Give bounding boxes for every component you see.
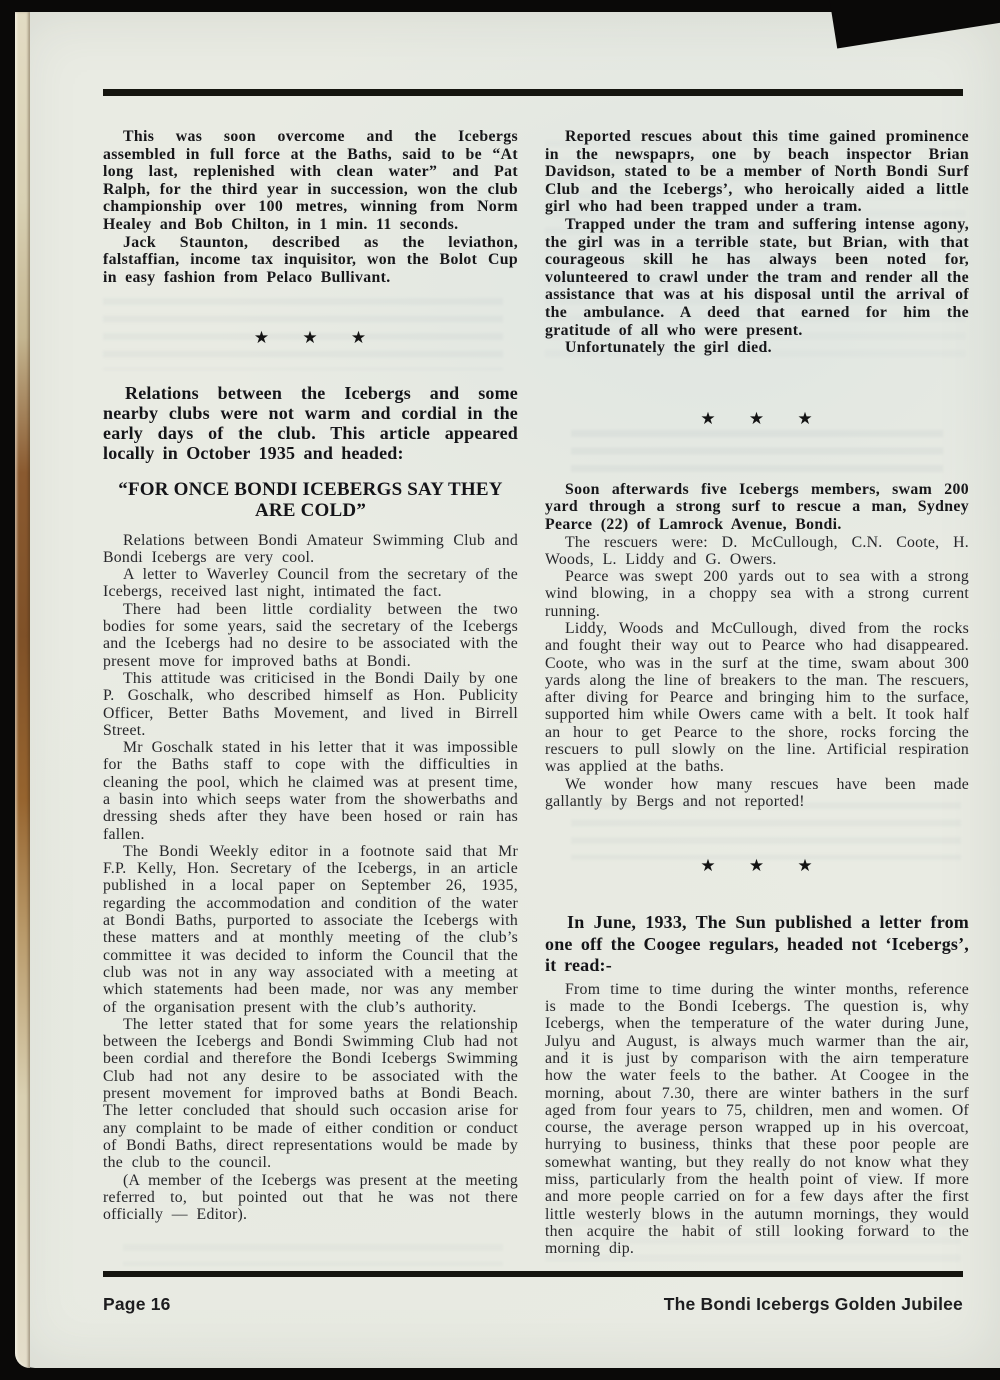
body-paragraph: This attitude was criticised in the Bondi Daily by one P. Goschalk, who described himself as Hon. Publicity Officer, Better Baths Movement, and lived in Birrell Street. [103,669,518,739]
star-separator: ★ ★ ★ [700,408,814,428]
page-spine-edge [15,12,30,1368]
star-separator: ★ ★ ★ [253,328,368,348]
bleed-through-ghost [123,1244,503,1266]
body-paragraph: The rescuers were: D. McCullough, C.N. Coote, H. Woods, L. Liddy and G. Owers. [545,533,969,568]
bottom-rule [103,1271,963,1277]
book-page [15,12,1000,1368]
body-paragraph: From time to time during the winter months, reference is made to the Bondi Icebergs. The question is, why Icebergs, when the temperature of the water during June, Julyu and August, is always much warmer than the air, and it is just by comparison with the airn temperature how the water feels to the bather. At Coogee in the morning, about 7.30, there are winter bathers in the surf aged from four years to 75, children, men and women. Of course, the average person wrapped up in his overcoat, hurrying to business, thinks that these poor people are somewhat wanting, but they really do not know what they miss, particularly from the health point of view. If more and more people carried on for a few days after the first little westerly blows in the autumn mornings, they would then acquire the habit of still looking forward to the morning dip. [545,980,969,1258]
body-paragraph: We wonder how many rescues have been made gallantly by Bergs and not reported! [545,775,969,810]
article-headline: “FOR ONCE BONDI ICEBERGS SAY THEY ARE COLD” [118,478,503,521]
page-footer [103,1294,963,1315]
news-paragraph: Jack Staunton, described as the leviathon, falstaffian, income tax inquisitor, won the Bolot Cup in easy fashion from Pelaco Bullivant. [103,233,518,286]
body-paragraph: The Bondi Weekly editor in a footnote said that Mr F.P. Kelly, Hon. Secretary of the Icebergs, in an article published in a local paper on September 26, 1935, regarding the accommodation and condition of the water at Bondi Baths, purported to associate the Icebergs with these matters and at monthly meeting of the club’s committee it was decided to inform the Council that the club was not in any way associated with a meeting at which statements had been made, nor was any member of the organisation present with the club’s authority. [103,842,518,1016]
body-paragraph: Liddy, Woods and McCullough, dived from the rocks and fought their way out to Pearce who had disappeared. Coote, who was in the surf at the time, swam about 300 yards along the line of breakers to the man. The rescuers, after diving for Pearce and bringing him to the surface, supported him while Owers came with a belt. It took half an hour to get Pearce to the shore, rocks forcing the rescuers to pull slowly on the line. Artificial respiration was applied at the baths. [545,619,969,776]
body-paragraph: (A member of the Icebergs was present at the meeting referred to, but pointed out that he was not there officially — Editor). [103,1171,518,1224]
body-paragraph: A letter to Waverley Council from the secretary of the Icebergs, received last night, intimated the fact. [103,566,518,601]
body-paragraph: Pearce was swept 200 yards out to sea with a strong wind blowing, in a choppy sea with a strong current running. [545,568,969,620]
body-paragraph: There had been little cordiality between the two bodies for some years, said the secretary of the Icebergs and the Icebergs had no desire to be associated with the present move for improved baths at Bondi. [103,600,518,670]
rescue-lede: Soon afterwards five Icebergs members, swam 200 yard through a strong surf to rescue a man, Sydney Pearce (22) of Lamrock Avenue, Bondi. [545,480,969,533]
left-column [103,128,518,1223]
scan-corner-shadow [829,0,1000,49]
page-number: Page 16 [103,1294,171,1314]
body-paragraph: Mr Goschalk stated in his letter that it was impossible for the Baths staff to cope with the difficulties in cleaning the pool, which he claimed was at present time, a basin into which seeps water from the showerbaths and dressing sheds after they have been hosed or rain has fallen. [103,739,518,843]
star-separator: ★ ★ ★ [700,856,814,876]
article-lede: Relations between the Icebergs and some nearby clubs were not warm and cordial in the early days of the club. This article appeared locally in October 1935 and headed: [103,383,518,463]
body-paragraph: The letter stated that for some years the relationship between the Icebergs and Bondi Swimming Club had not been cordial and therefore the Bondi Icebergs Swimming Club had not any desire to be associated with the present movement for improved baths at Bondi Beach. The letter concluded that should such occasion arise for any complaint to be made of either condition or conduct of Bondi Baths, direct representations would be made by the club to the council. [103,1015,518,1172]
news-paragraph: Trapped under the tram and suffering intense agony, the girl was in a terrible state, but Brian, with that courageous skill he has always been noted for, volunteered to crawl under the tram and render all the assistance that was at his disposal until the arrival of the ambulance. A deed that earned for him the gratitude of all who were present. [545,215,969,339]
top-rule [103,89,963,96]
body-paragraph: Relations between Bondi Amateur Swimming Club and Bondi Icebergs are very cool. [103,531,518,566]
news-paragraph: Unfortunately the girl died. [565,339,772,357]
footer-title: The Bondi Icebergs Golden Jubilee [663,1294,963,1314]
news-paragraph: Reported rescues about this time gained prominence in the newspaprs, one by beach inspector Brian Davidson, stated to be a member of North Bondi Surf Club and the Icebergs’, who heroically aided a little girl who had been trapped under a tram. [545,128,969,216]
right-column [545,128,969,1258]
sun-letter-headline: In June, 1933, The Sun published a letter from one off the Coogee regulars, headed not ‘Icebergs’, it read:- [545,912,969,976]
news-paragraph: This was soon overcome and the Icebergs assembled in full force at the Baths, said to be “At long last, replenished with clean water” and Pat Ralph, for the third year in succession, won the club championship over 100 metres, winning from Norm Healey and Bob Chilton, in 1 min. 11 seconds. [103,128,518,233]
